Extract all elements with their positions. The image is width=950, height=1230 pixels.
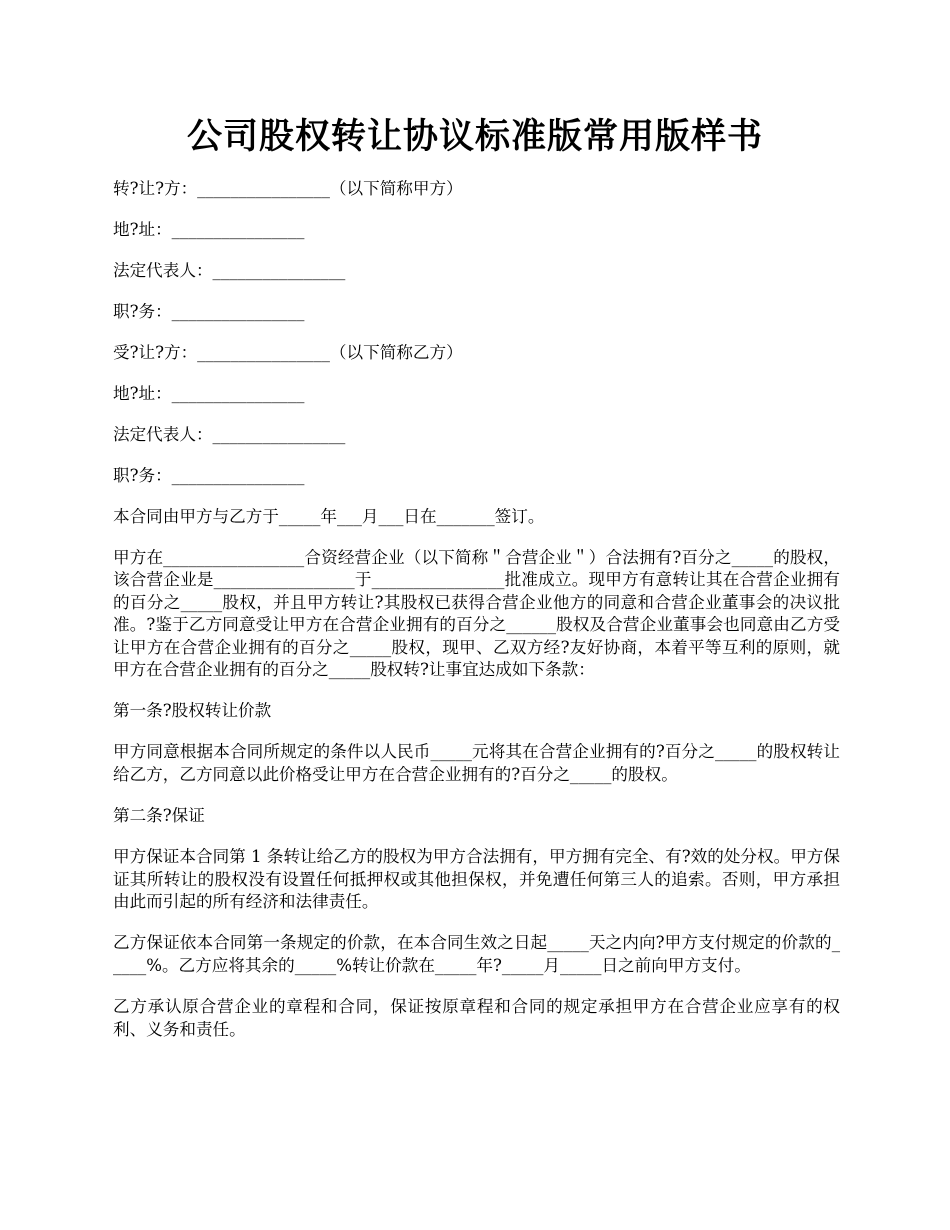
transferee-line: 受?让?方：________________（以下简称乙方） — [113, 343, 463, 362]
transferee-address-line: 地?址：________________ — [113, 384, 305, 403]
document-title: 公司股权转让协议标准版常用版样书 — [186, 116, 763, 157]
article-2-paragraph-1: 甲方保证本合同第 1 条转让给乙方的股权为甲方合法拥有，甲方拥有完全、有?效的处分权。甲方保证其所转让的股权没有设置任何抵押权或其他担保权，并免遭任何第三人的追索。否则，甲方承担由此而引起的所有经济和法律责任。 — [113, 847, 840, 912]
transferor-representative-line: 法定代表人：________________ — [113, 261, 346, 280]
transferor-line: 转?让?方：________________（以下简称甲方） — [113, 179, 463, 198]
document-body — [113, 178, 840, 1060]
article-2-heading: 第二条?保证 — [113, 806, 205, 826]
article-2-paragraph-3: 乙方承认原合营企业的章程和合同，保证按原章程和合同的规定承担甲方在合营企业应享有的权利、义务和责任。 — [113, 997, 840, 1039]
transferee-position-line: 职?务：________________ — [113, 466, 305, 485]
article-2-paragraph-2: 乙方保证依本合同第一条规定的价款，在本合同生效之日起_____天之内向?甲方支付规定的价款的_____%。乙方应将其余的_____%转让价款在_____年?_____月_____日之前向甲方支付。 — [113, 933, 840, 975]
article-1-paragraph: 甲方同意根据本合同所规定的条件以人民币_____元将其在合营企业拥有的?百分之_____的股权转让给乙方，乙方同意以此价格受让甲方在合营企业拥有的?百分之_____的股权。 — [113, 742, 840, 784]
transferee-representative-line: 法定代表人：________________ — [113, 425, 346, 444]
transferor-address-line: 地?址：________________ — [113, 220, 305, 239]
signing-date-line: 本合同由甲方与乙方于_____年___月___日在_______签订。 — [113, 507, 545, 526]
recital-paragraph: 甲方在_________________合资经营企业（以下简称＂合营企业＂）合法拥有?百分之_____的股权，该合营企业是_________________于________________批准成立。现甲方有意转让其在合营企业拥有的百分之_____股权，并且甲方转让?其股权已获得合营企业他方的同意和合营企业董事会的决议批准。?鉴于乙方同意受让甲方在合营企业拥有的百分之______股权及合营企业董事会也同意由乙方受让甲方在合营企业拥有的百分之_____股权，现甲、乙双方经?友好协商，本着平等互利的原则，就甲方在合营企业拥有的百分之_____股权转?让事宜达成如下条款： — [113, 548, 840, 680]
transferor-position-line: 职?务：________________ — [113, 302, 305, 321]
article-1-heading: 第一条?股权转让价款 — [113, 701, 272, 721]
